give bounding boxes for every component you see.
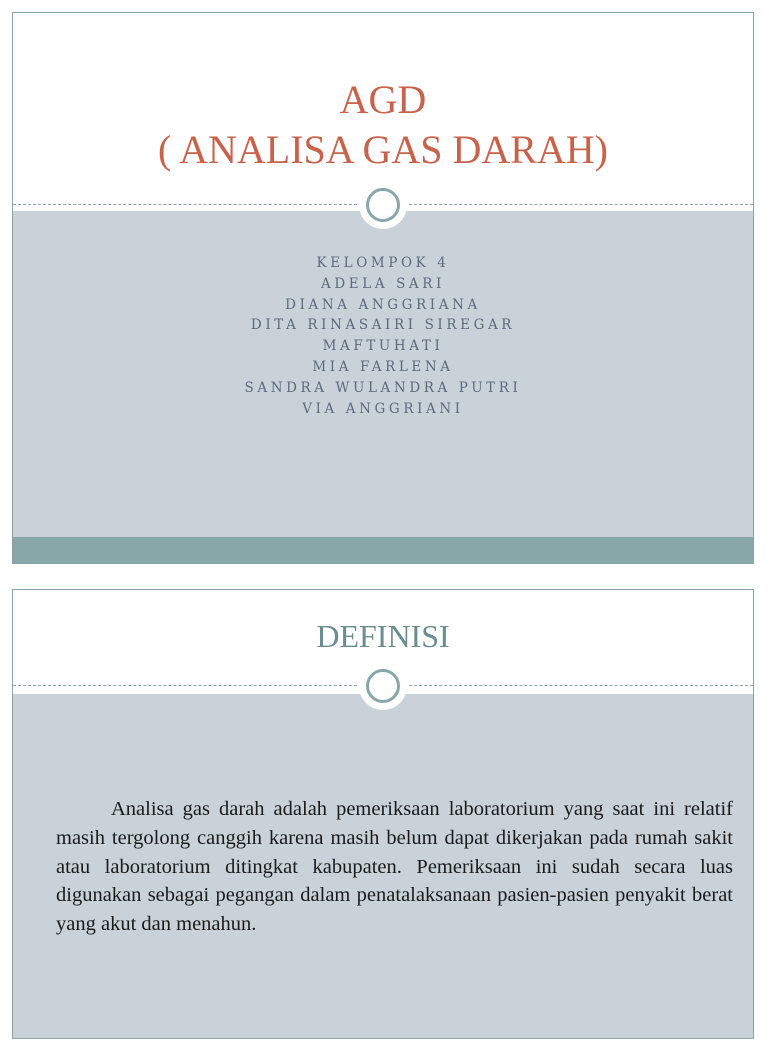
definition-paragraph: Analisa gas darah adalah pemeriksaan laboratorium yang saat ini relatif masih tergolong canggih karena masih belum dapat dikerjakan pada rumah sakit atau laboratorium ditingkat kabupaten. Pemeriksaan ini sudah secara luas digunakan sebagai pegangan dalam penatalaksanaan pasien-pasien penyakit berat yang akut dan menahun. <box>56 798 733 936</box>
presentation-title <box>13 75 753 175</box>
member-name: SANDRA WULANDRA PUTRI <box>244 379 522 396</box>
member-name: MAFTUHATI <box>322 338 444 355</box>
slide-title-header <box>13 13 753 203</box>
circle-ornament-icon <box>359 662 407 710</box>
group-label: KELOMPOK 4 <box>316 255 450 271</box>
slide-title <box>12 12 754 564</box>
ring-icon <box>366 188 400 222</box>
member-name: DIANA ANGGRIANA <box>285 296 481 313</box>
section-title: DEFINISI <box>316 618 450 654</box>
footer-band <box>13 537 753 563</box>
ring-icon <box>366 669 400 703</box>
circle-ornament-icon <box>359 181 407 229</box>
title-line-1: AGD <box>339 77 427 122</box>
slide-definition <box>12 589 754 1039</box>
member-list <box>13 253 753 419</box>
member-name: ADELA SARI <box>321 275 445 292</box>
title-line-2: ( ANALISA GAS DARAH) <box>157 127 609 172</box>
member-name: MIA FARLENA <box>312 358 454 375</box>
member-name: DITA RINASAIRI SIREGAR <box>250 317 516 334</box>
member-name: VIA ANGGRIANI <box>302 400 464 417</box>
